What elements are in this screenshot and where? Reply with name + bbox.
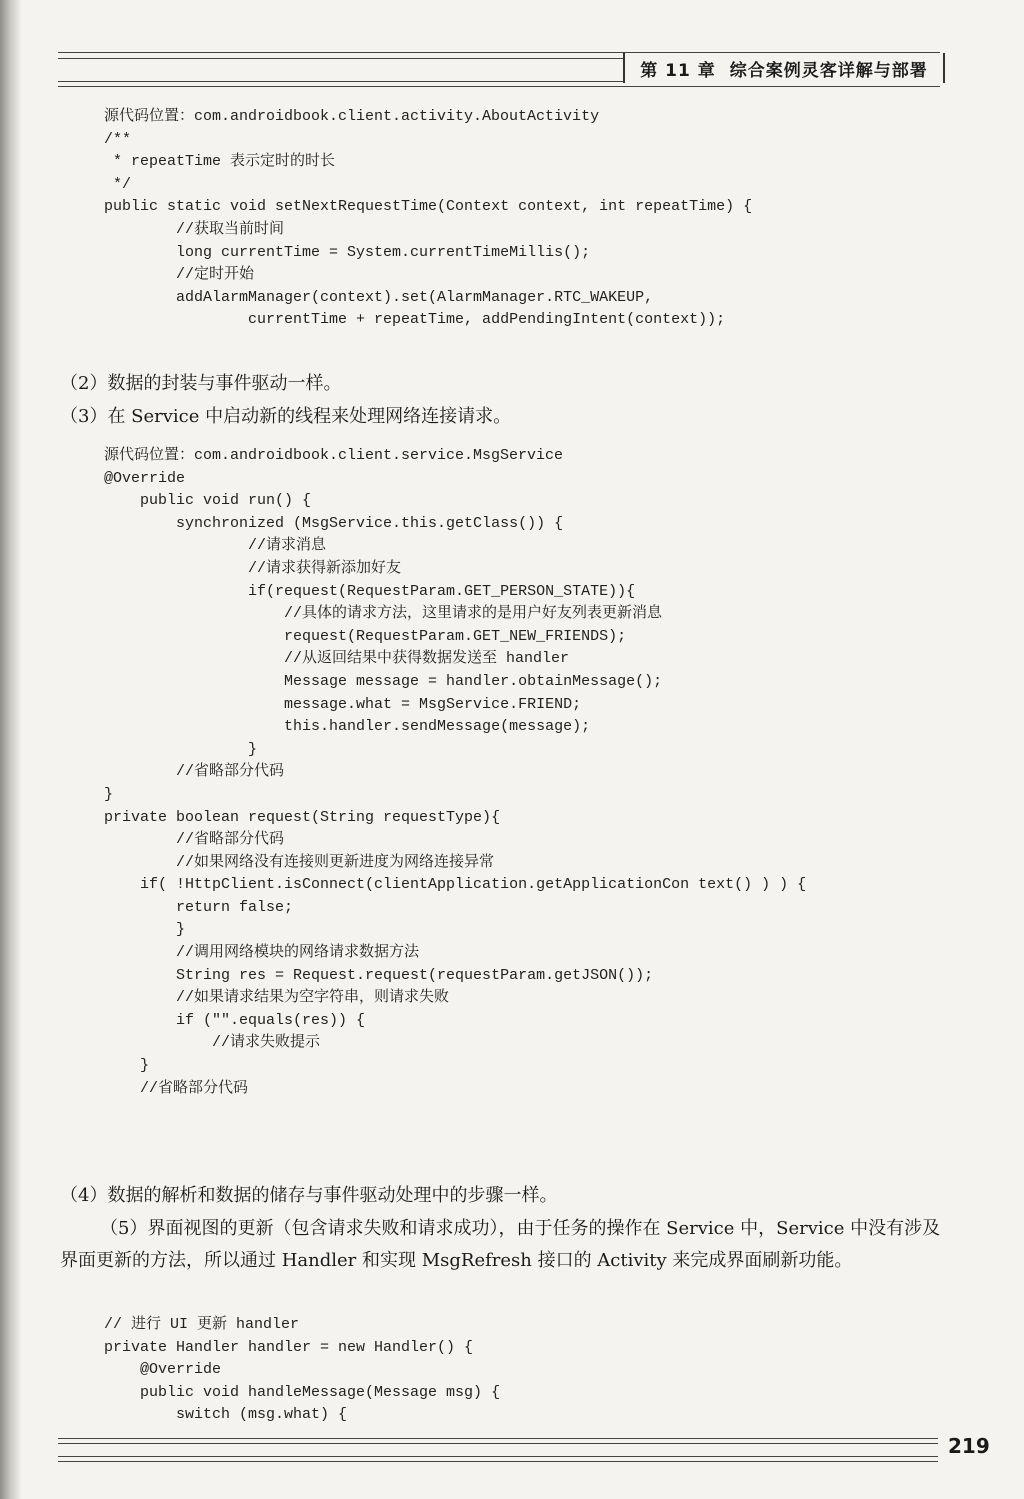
code-line: request(RequestParam.GET_NEW_FRIENDS); — [104, 627, 627, 645]
code-line: //从返回结果中获得数据发送至 handler — [104, 650, 570, 668]
code-line: addAlarmManager(context).set(AlarmManager.RTC_WAKEUP, — [104, 288, 654, 306]
paragraph-step-5: （5）界面视图的更新（包含请求失败和请求成功），由于任务的操作在 Service 中，Service 中没有涉及界面更新的方法，所以通过 Handler 和实现 MsgRefresh 接口的 Activity 来完成界面刷新功能。 — [60, 1218, 941, 1271]
code-line: if ("".equals(res)) { — [104, 1011, 366, 1029]
code-line: //定时开始 — [104, 266, 255, 284]
code-block-ui-handler — [104, 1314, 500, 1427]
code-line: @Override — [104, 469, 186, 487]
paragraph-step-2: （2）数据的封装与事件驱动一样。 — [60, 373, 342, 394]
code-block-msg-service — [104, 445, 806, 1100]
code-line: Message message = handler.obtainMessage(); — [104, 672, 663, 690]
code-line: currentTime + repeatTime, addPendingIntent(context)); — [104, 311, 726, 329]
code-line: //省略部分代码 — [104, 831, 285, 849]
code-line: } — [104, 740, 258, 758]
code-line: @Override — [104, 1361, 222, 1379]
code-line: // 进行 UI 更新 handler — [104, 1316, 300, 1333]
code-line: //调用网络模块的网络请求数据方法 — [104, 944, 420, 962]
code-line: private Handler handler = new Handler() { — [104, 1338, 474, 1356]
code-line: //请求消息 — [104, 537, 327, 555]
chapter-number: 第 11 章 — [640, 60, 716, 81]
code-line: /** — [104, 130, 132, 148]
code-line: */ — [104, 175, 132, 193]
code-line: //如果请求结果为空字符串，则请求失败 — [104, 989, 450, 1007]
code-line: 源代码位置：com.androidbook.client.activity.AboutActivity — [104, 108, 600, 125]
code-line: if(request(RequestParam.GET_PERSON_STATE)){ — [104, 582, 636, 600]
paragraph-step-4: （4）数据的解析和数据的储存与事件驱动处理中的步骤一样。 — [60, 1185, 558, 1206]
code-line: public void handleMessage(Message msg) { — [104, 1383, 501, 1401]
code-line: String res = Request.request(requestParam.getJSON()); — [104, 966, 654, 984]
code-line: return false; — [104, 898, 294, 916]
code-line: } — [104, 921, 186, 939]
book-spine-shadow — [0, 0, 22, 1499]
paragraph-step-3: （3）在 Service 中启动新的线程来处理网络连接请求。 — [60, 406, 512, 427]
page-number: 219 — [948, 1434, 990, 1458]
code-line: public void run() { — [104, 492, 312, 510]
code-line: } — [104, 1057, 150, 1075]
chapter-header — [623, 53, 945, 83]
code-line: } — [104, 785, 114, 803]
code-line: //省略部分代码 — [104, 763, 285, 781]
code-line: //如果网络没有连接则更新进度为网络连接异常 — [104, 853, 495, 871]
code-line: //省略部分代码 — [104, 1079, 249, 1097]
footer-rules — [58, 1438, 938, 1462]
code-line: 源代码位置：com.androidbook.client.service.MsgService — [104, 447, 564, 464]
code-line: //请求获得新添加好友 — [104, 559, 402, 577]
code-block-about-activity — [104, 106, 752, 332]
code-line: public static void setNextRequestTime(Context context, int repeatTime) { — [104, 198, 753, 216]
code-line: this.handler.sendMessage(message); — [104, 718, 591, 736]
code-line: * repeatTime 表示定时的时长 — [104, 153, 336, 171]
code-line: private boolean request(String requestType){ — [104, 808, 501, 826]
code-line: if( !HttpClient.isConnect(clientApplication.getApplicationCon text() ) ) { — [104, 876, 807, 894]
code-line: long currentTime = System.currentTimeMillis(); — [104, 243, 591, 261]
code-line: synchronized (MsgService.this.getClass()) { — [104, 514, 564, 532]
code-line: //具体的请求方法，这里请求的是用户好友列表更新消息 — [104, 605, 663, 623]
code-line: //请求失败提示 — [104, 1034, 321, 1052]
code-line: message.what = MsgService.FRIEND; — [104, 695, 582, 713]
code-line: switch (msg.what) { — [104, 1406, 348, 1424]
chapter-title: 综合案例灵客详解与部署 — [729, 60, 928, 81]
code-line: //获取当前时间 — [104, 220, 285, 238]
